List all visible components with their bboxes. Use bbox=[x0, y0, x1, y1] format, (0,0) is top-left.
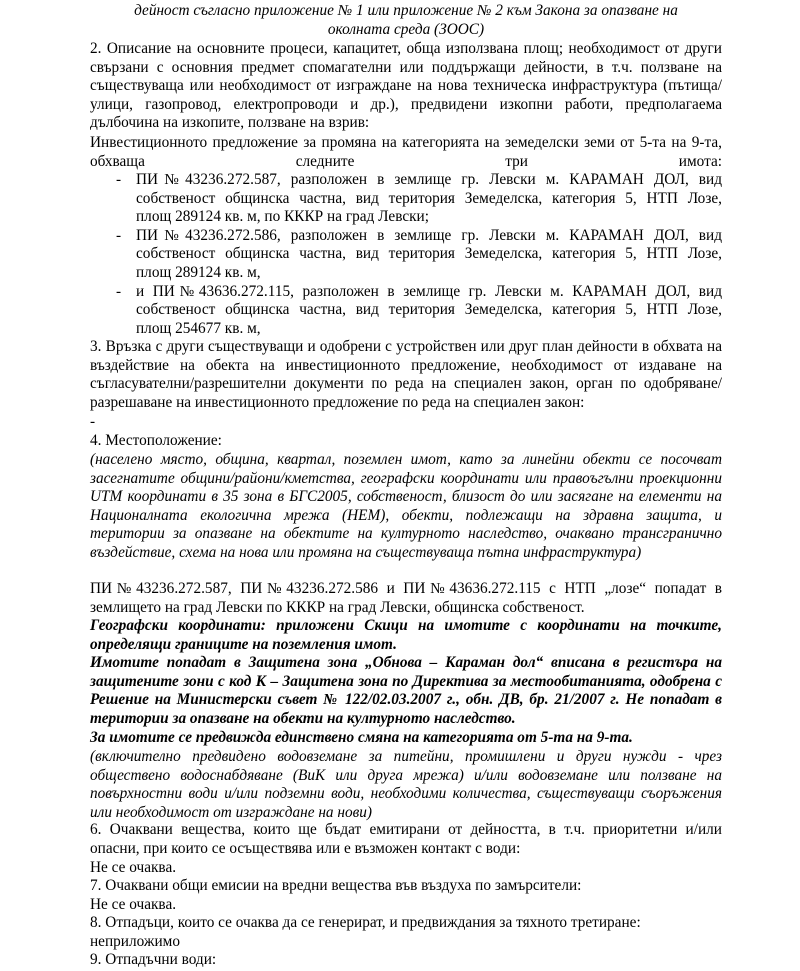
list-dash: - bbox=[116, 171, 122, 188]
list-dash: - bbox=[116, 226, 122, 244]
list-item-text: и ПИ№43636.272.115, разположен в землище гр. Левски м. КАРАМАН ДОЛ, вид собственост общинска частна, вид територия Земеделска, категория 5, НТП Лозе, bbox=[136, 282, 722, 319]
section-4-properties: ПИ№43236.272.587, ПИ№43236.272.586 и ПИ№43636.272.115 с НТП „лозе“ попадат в землището на град Левски по КККР на град Левски, общинска собственост. bbox=[90, 580, 722, 616]
list-item-text: ПИ№43236.272.586, разположен в землище гр. Левски м. КАРАМАН ДОЛ, вид собственост общинска частна, вид територия Земеделска, категория 5, НТП Лозе, bbox=[136, 226, 722, 263]
list-item-area: площ 254677 кв. м, bbox=[136, 319, 261, 337]
section-4-category-change: За имотите се предвижда единствено смяна на категорията от 5-та на 9-та. bbox=[90, 729, 633, 746]
section-3-answer: - bbox=[90, 413, 96, 430]
list-item bbox=[116, 227, 722, 283]
header-italic: дейност съгласно приложение № 1 или приложение № 2 към Закона за опазване на околната среда (ЗООС) bbox=[134, 2, 678, 38]
list-item-text: ПИ№43236.272.587, разположен в землище гр. Левски м. КАРАМАН ДОЛ, вид собственост общинска частна, вид територия Земеделска, категория 5, НТП Лозе, bbox=[136, 171, 722, 207]
section-3-text: 3. Връзка с други съществуващи и одобрени с устройствен или друг план дейности в обхвата на въздействие на обекта на инвестиционното предложение, необходимост от издаване на съгласувателни/разрешителни документи по реда на специален закон, орган по одобряване/разрешаване на инвестиционното предложение по реда на специален закон: bbox=[90, 338, 722, 411]
section-6-answer: Не се очаква. bbox=[90, 859, 177, 876]
list-dash: - bbox=[116, 282, 122, 300]
section-6-text: 6. Очаквани вещества, които ще бъдат емитирани от дейността, в т.ч. приоритетни и/или опасни, при които се осъществява или е възможен контакт с води: bbox=[90, 821, 722, 857]
section-5-note: (включително предвидено водовземане за питейни, промишлени и други нужди - чрез обществено водоснабдяване (ВиК или друга мрежа) и/или водовземане или ползване на повърхностни води и/или подземни води, необходими количества, съществуващи съоръжения или необходимост от изграждане на нови) bbox=[90, 748, 722, 821]
list-item-area: площ 289124 кв. м, по КККР на град Левски; bbox=[136, 208, 429, 226]
section-4-coordinates: Географски координати: приложени Скици на имотите с координати на точките, определящи границите на поземления имот. bbox=[90, 617, 722, 653]
section-2-intro: Инвестиционното предложение за промяна на категорията на земеделски земи от 5-та на 9-та, обхваща следните три имота: bbox=[90, 134, 722, 170]
section-4-protected-zone: Имотите попадат в Защитена зона „Обнова – Караман дол“ вписана в регистъра на защитените зони с код К – Защитена зона по Директива за местообитанията, одобрена с Решение на Министерски съвет № 122/02.03.2007 г., обн. ДВ, бр. 21/2007 г. Не попадат в територии за опазване на обекти на културното наследство. bbox=[90, 654, 722, 727]
section-8-text: 8. Отпадъци, които се очаква да се генерират, и предвиждания за тяхното третиране: bbox=[90, 914, 641, 931]
section-4-note: (населено място, община, квартал, поземлен имот, като за линейни обекти се посочват засегнатите общини/райони/кметства, географски координати или правоъгълни проекционни UTM координати в 35 зона в БГС2005, собственост, близост до или засягане на елементи на Националната екологична мрежа (НЕМ), обекти, подлежащи на здравна защита, и територии за опазване на обектите на културното наследство, очаквано трансгранично въздействие, схема на нова или промяна на съществуваща пътна инфраструктура) bbox=[90, 451, 722, 561]
section-7-text: 7. Очаквани общи емисии на вредни вещества във въздуха по замърсители: bbox=[90, 877, 582, 894]
property-list bbox=[116, 171, 722, 338]
section-9-heading: 9. Отпадъчни води: bbox=[90, 951, 217, 968]
section-4-heading: 4. Местоположение: bbox=[90, 432, 222, 449]
section-8-answer: неприложимо bbox=[90, 933, 180, 950]
list-item-area: площ 289124 кв. м, bbox=[136, 263, 261, 281]
list-item bbox=[116, 283, 722, 339]
list-item bbox=[116, 171, 722, 227]
section-2-text: 2. Описание на основните процеси, капацитет, обща използвана площ; необходимост от други свързани с основния предмет спомагателни или поддържащи дейности, в т.ч. ползване на съществуваща или необходимост от изграждане на нова техническа инфраструктура (пътища/улици, газопровод, електропроводи и др.), предвидени изкопни работи, предполагаема дълбочина на изкопите, ползване на взрив: bbox=[90, 40, 722, 132]
section-7-answer: Не се очаква. bbox=[90, 896, 177, 913]
